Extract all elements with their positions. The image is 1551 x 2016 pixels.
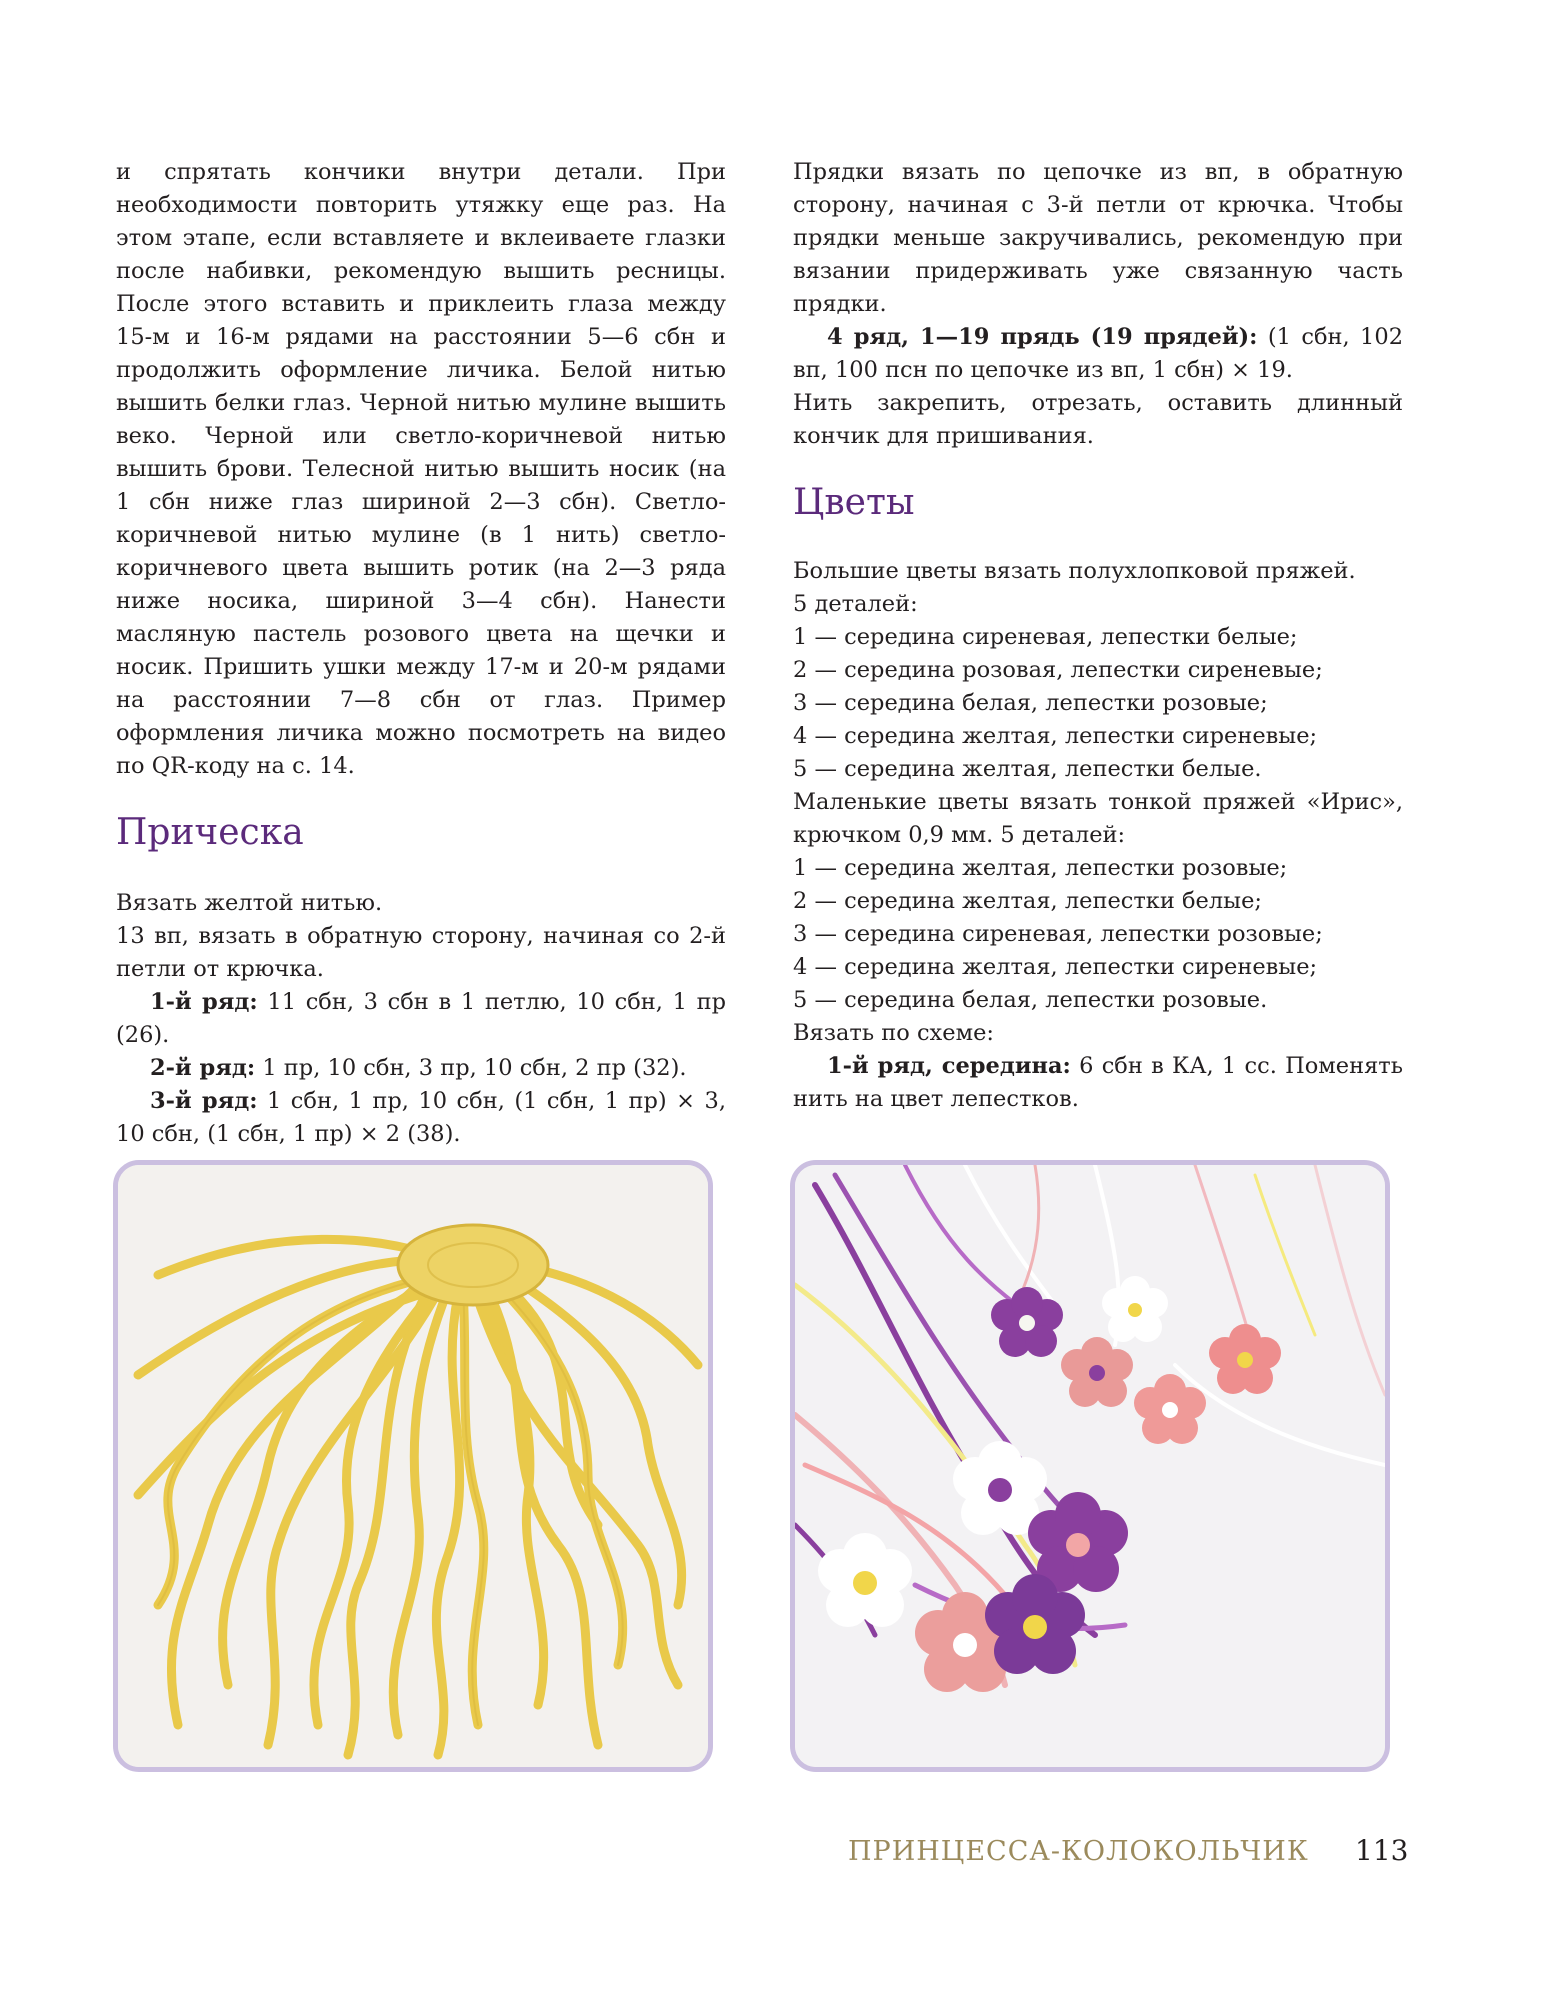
list-item: 5 — середина желтая, лепестки белые. (793, 756, 1262, 782)
row-text: (1 сбн, 102 вп, 100 псн по цепочке из вп, 1 сбн) × 19. (793, 324, 1404, 383)
list-item: 2 — середина розовая, лепестки сиреневые; (793, 657, 1323, 683)
row-text: 11 сбн, 3 сбн в 1 петлю, 10 сбн, 1 пр (26). (116, 989, 726, 1048)
row-label: 1-й ряд: (150, 989, 258, 1015)
list-item: 3 — середина белая, лепестки розовые; (793, 690, 1268, 716)
left-column (116, 156, 726, 1151)
hair-row-3 (116, 1085, 726, 1151)
row-text: 6 сбн в КА, 1 сс. Поменять нить на цвет лепестков. (793, 1053, 1403, 1112)
list-item: 2 — середина желтая, лепестки белые; (793, 888, 1262, 914)
scheme-line: Вязать по схеме: (793, 1020, 994, 1046)
hair-row-1 (116, 986, 726, 1052)
hair-yarn-line: Вязать желтой нитью. (116, 890, 383, 916)
row-text: 1 сбн, 1 пр, 10 сбн, (1 сбн, 1 пр) × 3, 10 сбн, (1 сбн, 1 пр) × 2 (38). (116, 1088, 726, 1147)
hair-row-2 (116, 1052, 726, 1085)
crocheted-hair-illustration (118, 1165, 708, 1767)
section-title-flowers: Цветы (793, 482, 915, 523)
list-item: 1 — середина желтая, лепестки розовые; (793, 855, 1288, 881)
crocheted-flowers-illustration (795, 1165, 1385, 1767)
fasten-line: Нить закрепить, отрезать, оставить длинный кончик для пришивания. (793, 390, 1403, 449)
page-number: 113 (1355, 1834, 1409, 1867)
hair-cap (398, 1225, 548, 1305)
hair-row-4 (793, 321, 1403, 387)
row-text: 1 пр, 10 сбн, 3 пр, 10 сбн, 2 пр (32). (255, 1055, 687, 1081)
section-title-hairstyle: Прическа (116, 812, 304, 853)
photo-crocheted-flowers (790, 1160, 1390, 1772)
list-item: 5 — середина белая, лепестки розовые. (793, 987, 1268, 1013)
row-label: 2-й ряд: (150, 1055, 256, 1081)
strands-paragraph: Прядки вязать по цепочке из вп, в обратную сторону, начиная с 3-й петли от крючка. Чтобы прядки меньше закручивались, рекомендую при вязании придерживать уже связанную часть прядки. (793, 159, 1403, 317)
list-item: 4 — середина желтая, лепестки сиреневые; (793, 954, 1318, 980)
hair-chain-line: 13 вп, вязать в обратную сторону, начиная со 2-й петли от крючка. (116, 923, 726, 982)
big-flowers-count: 5 деталей: (793, 591, 918, 617)
small-flowers-intro: Маленькие цветы вязать тонкой пряжей «Ирис», крючком 0,9 мм. 5 деталей: (793, 789, 1403, 848)
face-instructions-paragraph: и спрятать кончики внутри детали. При необходимости повторить утяжку еще раз. На этом этапе, если вставляете и вклеиваете глазки после набивки, рекомендую вышить ресницы. После этого вставить и приклеить глаза между 15-м и 16-м рядами на расстоянии 5—6 сбн и продолжить оформление личика. Белой нитью вышить белки глаз. Черной нитью мулине вышить веко. Черной или светло-коричневой нитью вышить брови. Телесной нитью вышить носик (на 1 сбн ниже глаз шириной 2—3 сбн). Светло-коричневой нитью мулине (в 1 нить) светло-коричневого цвета вышить ротик (на 2—3 ряда ниже носика, шириной 3—4 сбн). Нанести масляную пастель розового цвета на щечки и носик. Пришить ушки между 17-м и 20-м рядами на расстоянии 7—8 сбн от глаз. Пример оформления личика можно посмотреть на видео по QR-коду на с. 14. (116, 159, 726, 779)
list-item: 3 — середина сиреневая, лепестки розовые; (793, 921, 1323, 947)
flower-row-1 (793, 1050, 1403, 1116)
row-label: 4 ряд, 1—19 прядь (19 прядей): (827, 324, 1258, 350)
list-item: 1 — середина сиреневая, лепестки белые; (793, 624, 1298, 650)
list-item: 4 — середина желтая, лепестки сиреневые; (793, 723, 1318, 749)
right-column (793, 156, 1403, 1116)
row-label: 1-й ряд, середина: (827, 1053, 1071, 1079)
row-label: 3-й ряд: (150, 1088, 258, 1114)
photo-crocheted-hair (113, 1160, 713, 1772)
big-flowers-intro: Большие цветы вязать полухлопковой пряжей. (793, 558, 1356, 584)
running-footer-book-title: ПРИНЦЕССА-КОЛОКОЛЬЧИК (848, 1836, 1309, 1867)
